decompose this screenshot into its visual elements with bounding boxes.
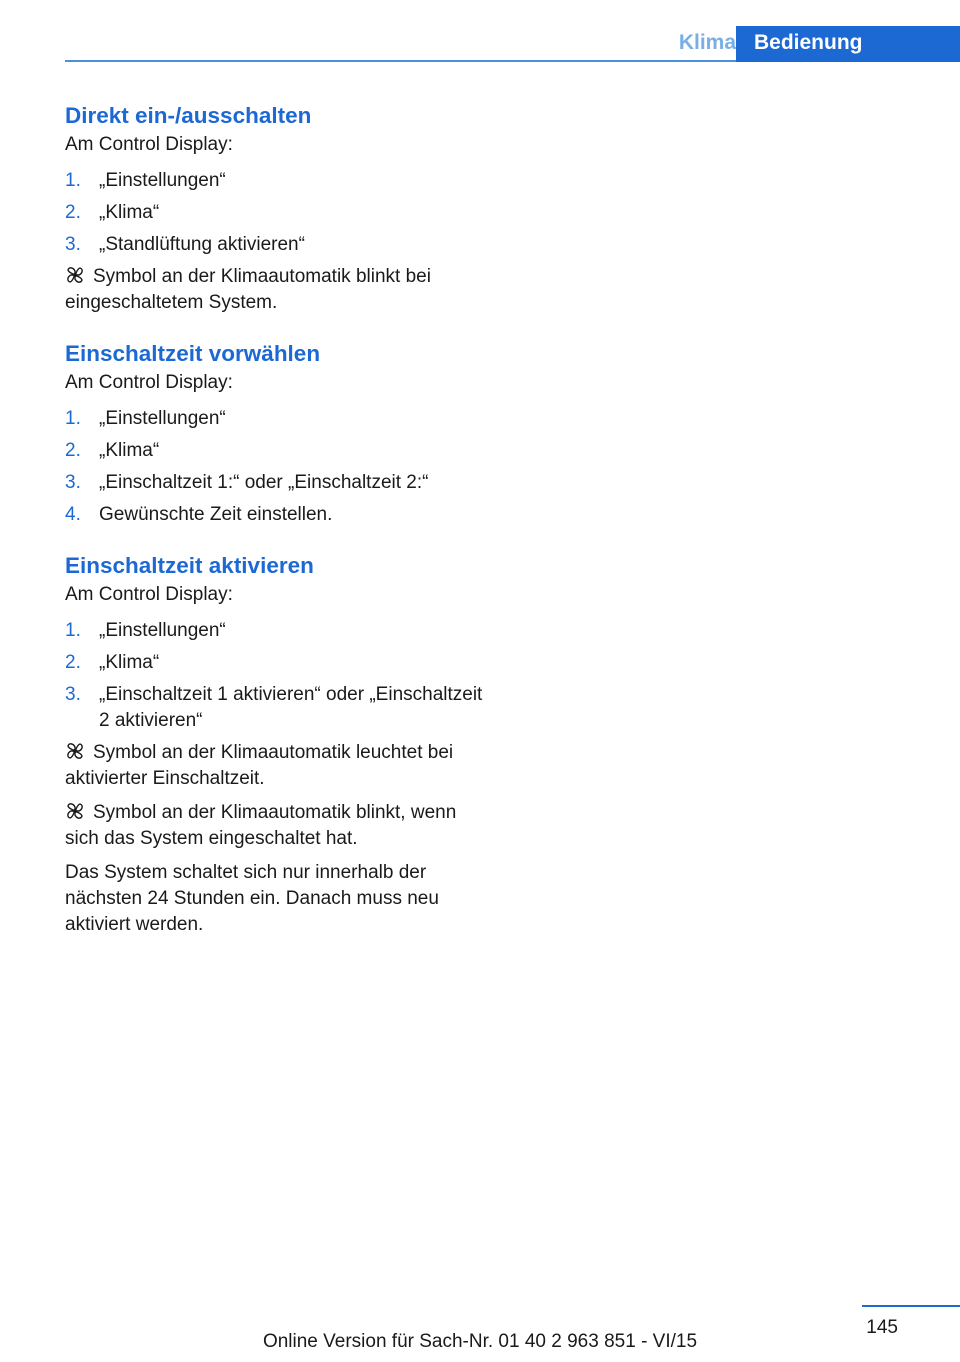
section-intro: Am Control Display: bbox=[65, 372, 233, 393]
step-number: 4. bbox=[65, 504, 81, 525]
step-number: 3. bbox=[65, 472, 81, 493]
step-text: „Klima“ bbox=[99, 440, 160, 461]
closing-paragraph: Das System schaltet sich nur innerhalb der nächsten 24 Stunden ein. Danach muss neu aktiviert werden. bbox=[65, 862, 439, 935]
section-title: Direkt ein-/ausschalten bbox=[65, 103, 312, 128]
header-tab-bedienung[interactable]: Bedienung bbox=[736, 26, 960, 62]
list-item bbox=[65, 200, 485, 226]
section-einschaltzeit-vorwaehlen bbox=[65, 338, 485, 528]
section-einschaltzeit-aktivieren bbox=[65, 550, 485, 938]
section-title: Einschaltzeit aktivieren bbox=[65, 553, 314, 578]
step-text: „Einstellungen“ bbox=[99, 408, 226, 429]
note-paragraph bbox=[65, 740, 485, 792]
note-paragraph bbox=[65, 800, 485, 852]
step-number: 2. bbox=[65, 652, 81, 673]
footer-version-text: Online Version für Sach-Nr. 01 40 2 963 851 - VI/15 bbox=[262, 1331, 698, 1352]
step-number: 1. bbox=[65, 170, 81, 191]
step-number: 2. bbox=[65, 440, 81, 461]
step-text: „Klima“ bbox=[99, 202, 160, 223]
header-tab-klima[interactable]: Klima bbox=[678, 31, 736, 54]
step-number: 3. bbox=[65, 234, 81, 255]
step-text: Gewünschte Zeit einstellen. bbox=[99, 504, 333, 525]
section-direkt-ein-ausschalten bbox=[65, 100, 485, 316]
step-text: „Einschaltzeit 1 aktivieren“ oder „Einschaltzeit 2 aktivieren“ bbox=[99, 684, 483, 731]
page-number: 145 bbox=[866, 1317, 898, 1338]
step-number: 1. bbox=[65, 620, 81, 641]
step-text: „Standlüftung aktivieren“ bbox=[99, 234, 305, 255]
list-item bbox=[65, 232, 485, 258]
list-item bbox=[65, 470, 485, 496]
step-number: 2. bbox=[65, 202, 81, 223]
note-paragraph bbox=[65, 264, 485, 316]
list-item bbox=[65, 502, 485, 528]
step-text: „Klima“ bbox=[99, 652, 160, 673]
section-intro: Am Control Display: bbox=[65, 584, 233, 605]
fan-icon bbox=[65, 801, 85, 821]
list-item bbox=[65, 438, 485, 464]
step-text: „Einschaltzeit 1:“ oder „Einschaltzeit 2:“ bbox=[99, 472, 429, 493]
note-text: Symbol an der Klimaautomatik blinkt, wenn sich das System eingeschaltet hat. bbox=[65, 802, 457, 849]
list-item bbox=[65, 406, 485, 432]
list-item bbox=[65, 618, 485, 644]
list-item bbox=[65, 682, 485, 734]
steps-list bbox=[65, 618, 485, 734]
fan-icon bbox=[65, 265, 85, 285]
steps-list bbox=[65, 168, 485, 258]
fan-icon bbox=[65, 741, 85, 761]
main-content bbox=[65, 100, 485, 960]
note-text: Symbol an der Klimaautomatik leuchtet bei aktivierter Einschaltzeit. bbox=[65, 742, 454, 789]
step-number: 3. bbox=[65, 684, 81, 705]
steps-list bbox=[65, 406, 485, 528]
list-item bbox=[65, 168, 485, 194]
list-item bbox=[65, 650, 485, 676]
section-intro: Am Control Display: bbox=[65, 134, 233, 155]
step-text: „Einstellungen“ bbox=[99, 170, 226, 191]
section-title: Einschaltzeit vorwählen bbox=[65, 341, 321, 366]
step-text: „Einstellungen“ bbox=[99, 620, 226, 641]
step-number: 1. bbox=[65, 408, 81, 429]
note-text: Symbol an der Klimaautomatik blinkt bei eingeschaltetem System. bbox=[65, 266, 431, 313]
footer-rule bbox=[862, 1305, 960, 1307]
